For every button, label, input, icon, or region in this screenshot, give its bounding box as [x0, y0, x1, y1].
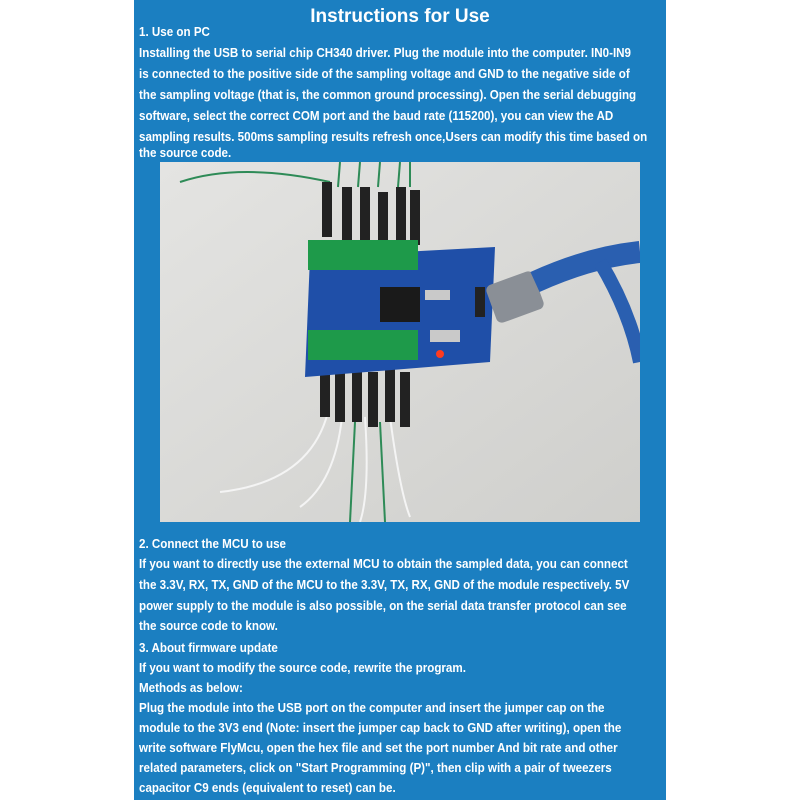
- section-3-line: capacitor C9 ends (equivalent to reset) can be.: [139, 780, 396, 795]
- instructions-panel: [134, 0, 666, 800]
- section-1-line: Installing the USB to serial chip CH340 driver. Plug the module into the computer. IN0-IN9: [139, 45, 632, 60]
- section-2-line: the source code to know.: [139, 618, 278, 633]
- section-3-line: If you want to modify the source code, rewrite the program.: [139, 660, 466, 675]
- section-1-heading: 1. Use on PC: [139, 24, 210, 39]
- product-photo: [160, 162, 640, 522]
- section-3-line: module to the 3V3 end (Note: insert the jumper cap back to GND after writing), open the: [139, 720, 622, 735]
- section-1-line: sampling results. 500ms sampling results refresh once,Users can modify this time based on: [139, 129, 648, 144]
- section-3-line: Plug the module into the USB port on the computer and insert the jumper cap on the: [139, 700, 605, 715]
- section-2-heading: 2. Connect the MCU to use: [139, 536, 287, 551]
- section-3-line: Methods as below:: [139, 680, 243, 695]
- pcb-board: [305, 240, 495, 377]
- section-1-line: the source code.: [139, 145, 232, 160]
- section-3-line: related parameters, click on "Start Programming (P)", then clip with a pair of tweezers: [139, 760, 612, 775]
- section-2-line: If you want to directly use the external MCU to obtain the sampled data, you can connect: [139, 556, 628, 571]
- section-1-line: the sampling voltage (that is, the common ground processing). Open the serial debugging: [139, 87, 637, 102]
- section-1-line: is connected to the positive side of the sampling voltage and GND to the negative side of: [139, 66, 630, 81]
- page-title: Instructions for Use: [310, 6, 490, 27]
- section-3-heading: 3. About firmware update: [139, 640, 278, 655]
- section-1-line: software, select the correct COM port and the baud rate (115200), you can view the AD: [139, 108, 614, 123]
- section-3-line: write software FlyMcu, open the hex file and set the port number And bit rate and other: [139, 740, 618, 755]
- section-2-line: the 3.3V, RX, TX, GND of the MCU to the 3.3V, TX, RX, GND of the module respectively. 5V: [139, 577, 630, 592]
- section-2-line: power supply to the module is also possible, on the serial data transfer protocol can see: [139, 598, 627, 613]
